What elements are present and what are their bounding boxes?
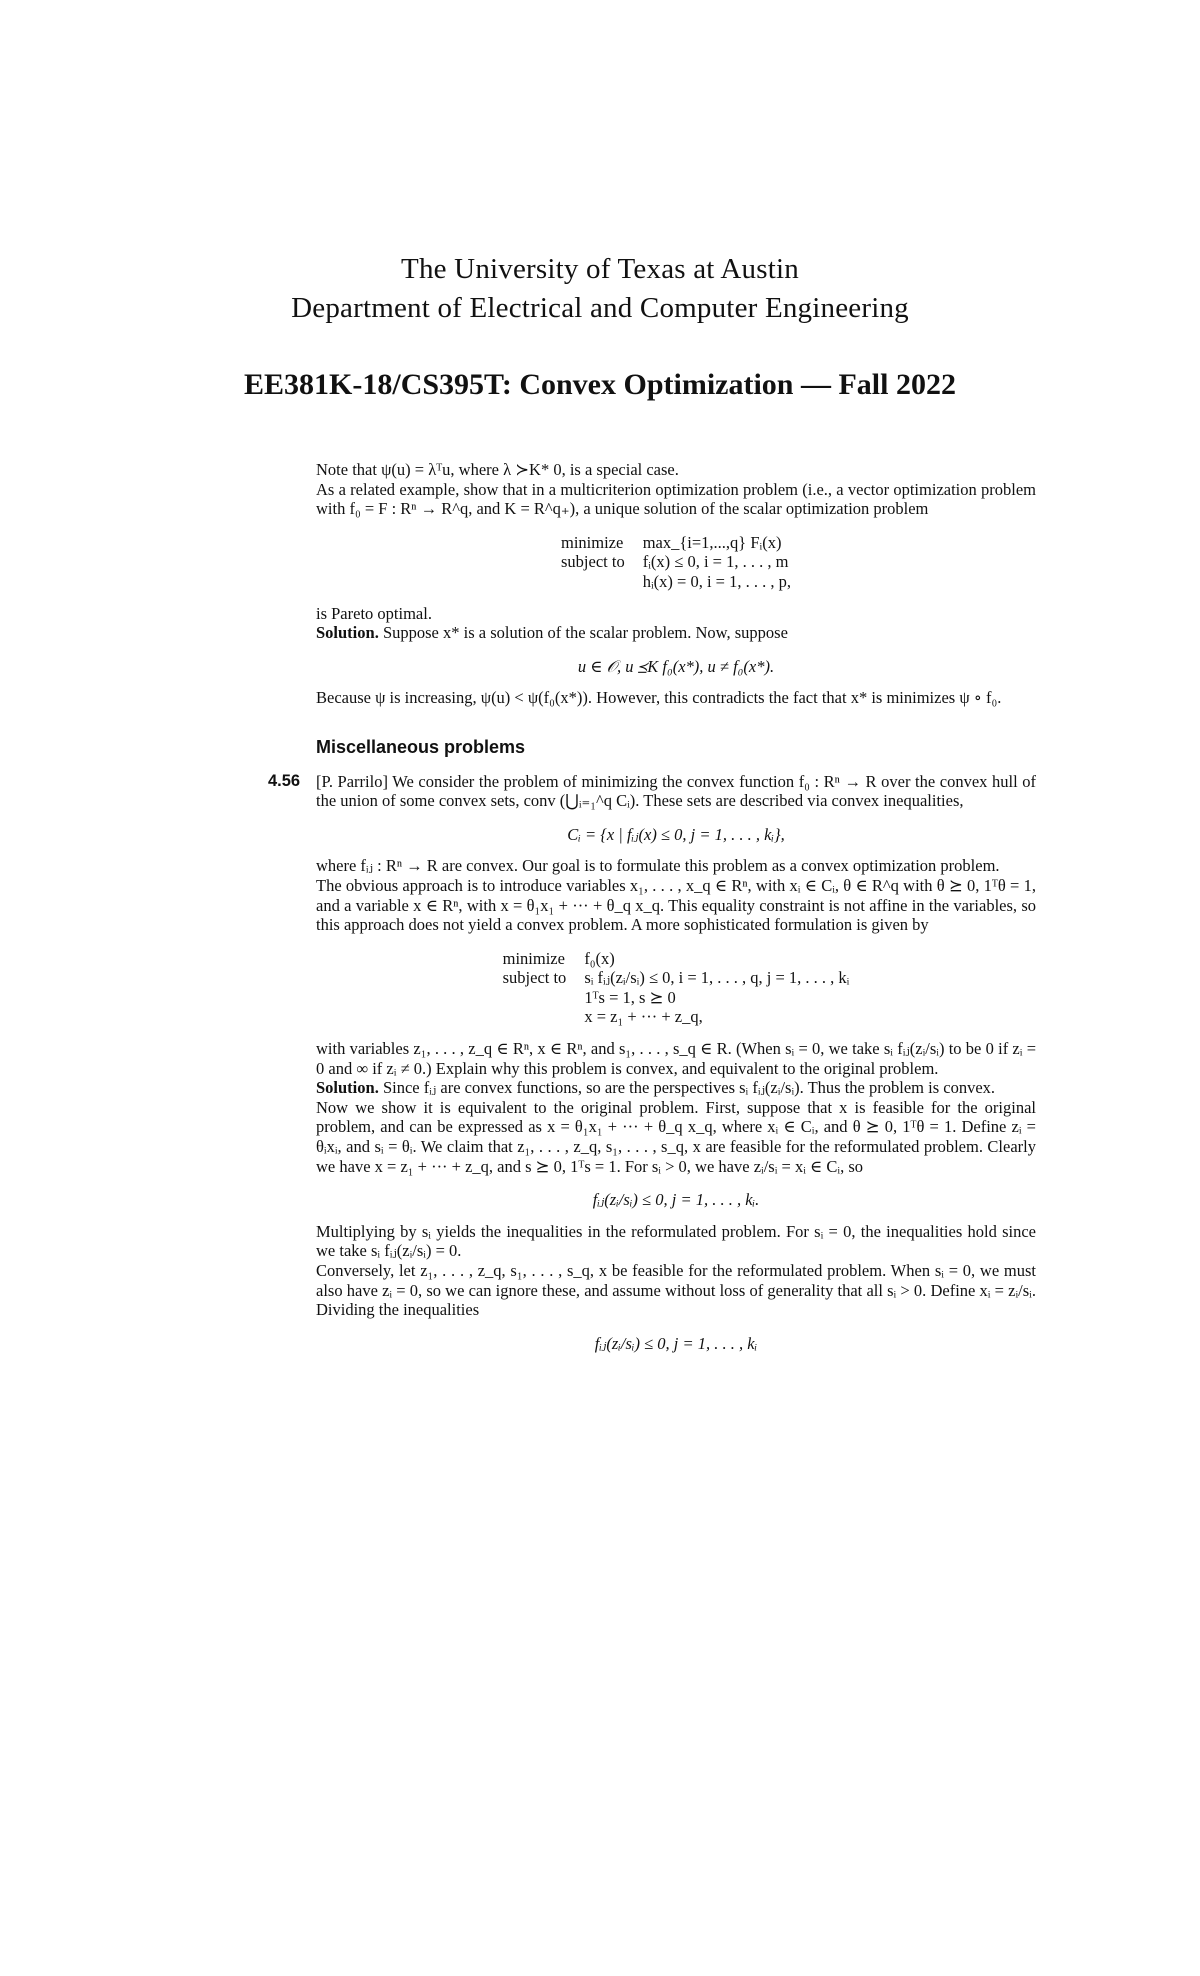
paragraph: with variables z₁, . . . , z_q ∈ Rⁿ, x ∈ Rⁿ, and s₁, . . . , s_q ∈ R. (When sᵢ = 0, we take sᵢ fᵢⱼ(zᵢ/sᵢ) to be 0 if zᵢ = 0 and ∞ if zᵢ ≠ 0.) Explain why this problem is convex, and equivalent to the original problem. (316, 1039, 1036, 1078)
display-equation: fᵢⱼ(zᵢ/sᵢ) ≤ 0, j = 1, . . . , kᵢ (594, 1333, 758, 1353)
display-equation: fᵢⱼ(zᵢ/sᵢ) ≤ 0, j = 1, . . . , kᵢ. (592, 1190, 760, 1210)
paragraph: Because ψ is increasing, ψ(u) < ψ(f₀(x*)). However, this contradicts the fact that x* is minimizes ψ ∘ f₀. (316, 688, 1002, 708)
paragraph: As a related example, show that in a multicriterion optimization problem (i.e., a vector optimization problem with f₀ = F : Rⁿ → R^q, and K = R^q₊), a unique solution of the scalar optimization problem (316, 479, 1036, 519)
subject-to-label: subject to (561, 552, 625, 572)
objective: f₀(x) (584, 948, 615, 968)
paragraph: Now we show it is equivalent to the original problem. First, suppose that x is feasible for the original problem, and can be expressed as x = θ₁x₁ + ··· + θ_q x_q, where xᵢ ∈ Cᵢ, and θ ⪰ 0, 1ᵀθ = 1. Define zᵢ = θᵢxᵢ, and sᵢ = θᵢ. We claim that z₁, . . . , z_q, s₁, . . . , s_q, x are feasible for the reformulated problem. Clearly we have x = z₁ + ··· + z_q, and s ⪰ 0, 1ᵀs = 1. For sᵢ > 0, we have zᵢ/sᵢ = xᵢ ∈ Cᵢ, so (316, 1097, 1036, 1176)
constraint: fᵢ(x) ≤ 0, i = 1, . . . , m (642, 552, 789, 572)
display-equation: Cᵢ = {x | fᵢⱼ(x) ≤ 0, j = 1, . . . , kᵢ}, (567, 824, 785, 844)
paragraph: Conversely, let z₁, . . . , z_q, s₁, . . . , s_q, x be feasible for the reformulated problem. When sᵢ = 0, we must also have zᵢ = 0, so we can ignore these, and assume without loss of generality that all sᵢ > 0. Define xᵢ = zᵢ/sᵢ. Dividing the inequalities (316, 1261, 1036, 1320)
paragraph: is Pareto optimal. (316, 603, 432, 623)
paragraph: [P. Parrilo] We consider the problem of minimizing the convex function f₀ : Rⁿ → R over the convex hull of the union of some convex sets, conv (⋃ᵢ₌₁^q Cᵢ). These sets are described via convex inequalities, (316, 771, 1036, 811)
constraint: x = z₁ + ··· + z_q, (584, 1007, 703, 1027)
optimization-problem-1 (316, 533, 1036, 592)
constraint: hᵢ(x) = 0, i = 1, . . . , p, (642, 571, 791, 591)
section-heading: Miscellaneous problems (316, 736, 526, 757)
constraint: sᵢ fᵢⱼ(zᵢ/sᵢ) ≤ 0, i = 1, . . . , q, j = 1, . . . , kᵢ (584, 968, 850, 988)
problem-number: 4.56 (268, 771, 301, 790)
paragraph: Multiplying by sᵢ yields the inequalities in the reformulated problem. For sᵢ = 0, the inequalities hold since we take sᵢ fᵢⱼ(zᵢ/sᵢ) = 0. (316, 1221, 1036, 1261)
paragraph: The obvious approach is to introduce variables x₁, . . . , x_q ∈ Rⁿ, with xᵢ ∈ Cᵢ, θ ∈ R^q with θ ⪰ 0, 1ᵀθ = 1, and a variable x ∈ Rⁿ, with x = θ₁x₁ + ··· + θ_q x_q. This equality constraint is not affine in the variables, so this approach does not yield a convex problem. A more sophisticated formulation is given by (316, 875, 1036, 935)
course-title: EE381K-18/CS395T: Convex Optimization — Fall 2022 (244, 368, 956, 401)
objective: max_{i=1,...,q} Fᵢ(x) (642, 532, 782, 552)
constraint: 1ᵀs = 1, s ⪰ 0 (584, 987, 676, 1007)
solution-paragraph (316, 623, 1036, 643)
minimize-label: minimize (561, 532, 624, 552)
solution-label: Solution. (316, 1078, 379, 1098)
display-equation: u ∈ 𝒪, u ⪯K f₀(x*), u ≠ f₀(x*). (577, 656, 775, 676)
paragraph: where fᵢⱼ : Rⁿ → R are convex. Our goal is to formulate this problem as a convex optimization problem. (316, 856, 1000, 876)
problem-4-56 (268, 771, 1036, 1354)
paragraph: Note that ψ(u) = λᵀu, where λ ≻K* 0, is a special case. (316, 460, 679, 479)
solution-text: Suppose x* is a solution of the scalar problem. Now, suppose (382, 623, 788, 643)
optimization-problem-2 (316, 949, 1036, 1027)
document-body (268, 460, 1036, 1365)
department-title: Department of Electrical and Computer Engineering (291, 292, 909, 324)
subject-to-label: subject to (502, 968, 567, 988)
solution-paragraph (316, 1078, 1036, 1098)
minimize-label: minimize (502, 948, 565, 968)
solution-text: Since fᵢⱼ are convex functions, so are the perspectives sᵢ fᵢⱼ(zᵢ/sᵢ). Thus the problem is convex. (382, 1078, 996, 1098)
university-title: The University of Texas at Austin (401, 253, 799, 285)
solution-label: Solution. (316, 623, 379, 643)
